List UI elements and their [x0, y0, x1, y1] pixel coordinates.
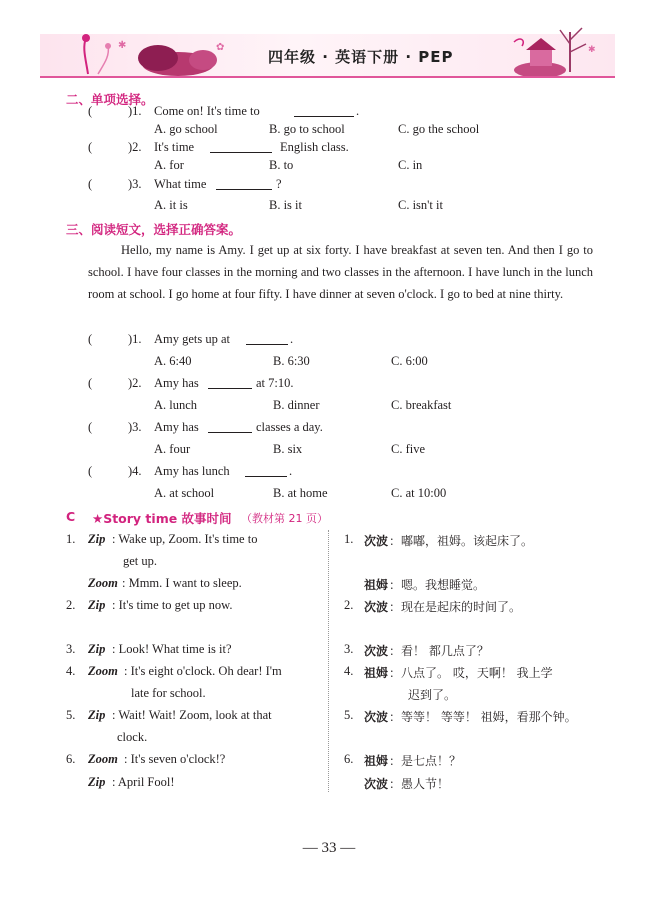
- option-b: B. 6:30: [273, 354, 310, 368]
- question-stem: What time: [154, 177, 207, 191]
- dialogue-line-cn: ：等等！ 等等！ 祖姆，看那个钟。: [389, 710, 577, 724]
- dialogue-line: : Mmm. I want to sleep.: [122, 576, 242, 590]
- option-b: B. six: [273, 442, 303, 456]
- dialogue-line-cn: ：现在是起床的时间了。: [389, 600, 522, 614]
- option-c: C. at 10:00: [391, 486, 447, 500]
- speaker-name-cn: 次波: [364, 644, 389, 658]
- dialogue-line: : April Fool!: [112, 775, 175, 789]
- option-b: B. is it: [269, 198, 302, 212]
- page-number: — 33 —: [302, 840, 356, 856]
- answer-bracket: (: [88, 464, 93, 478]
- answer-blank: [216, 177, 272, 190]
- question-stem: Amy gets up at: [154, 332, 231, 346]
- dialogue-line-cn: ：是七点！？: [389, 754, 462, 768]
- svg-text:✱: ✱: [588, 44, 596, 54]
- section-title-multiple-choice: 二、单项选择。: [66, 92, 154, 107]
- header-house-decoration: [500, 22, 610, 78]
- question-row: ( )2. Amy has: [88, 376, 199, 390]
- speaker-name-cn: 次波: [364, 777, 389, 791]
- option-a: A. lunch: [154, 398, 198, 412]
- answer-bracket: (: [88, 420, 93, 434]
- header-flowers-decoration: [58, 30, 228, 78]
- speaker-name: Zip: [88, 708, 106, 722]
- option-b: B. dinner: [273, 398, 320, 412]
- speaker-name-cn: 祖姆: [364, 666, 389, 680]
- question-row: ( )3. What time: [88, 177, 207, 191]
- question-row: ( )3. Amy has: [88, 420, 199, 434]
- question-row: ( )2. It's time: [88, 140, 195, 154]
- answer-blank: [294, 104, 354, 117]
- answer-blank: [208, 376, 252, 389]
- textbook-reference: （教材第 21 页）: [241, 512, 328, 525]
- speaker-name: Zip: [88, 532, 106, 546]
- dialogue-line: : Look! What time is it?: [112, 642, 232, 656]
- question-row: ( )4. Amy has lunch: [88, 464, 230, 478]
- option-b: B. to: [269, 158, 294, 172]
- dialogue-line: : It's eight o'clock. Oh dear! I'm: [124, 664, 282, 678]
- option-c: C. 6:00: [391, 354, 428, 368]
- answer-bracket: (: [88, 104, 93, 118]
- answer-bracket: (: [88, 140, 93, 154]
- dialogue-line: : It's time to get up now.: [112, 598, 233, 612]
- dialogue-line-cn: ：嘟嘟，祖姆。该起床了。: [389, 534, 534, 548]
- question-row: ( )1. Amy gets up at: [88, 332, 231, 346]
- speaker-name: Zoom: [88, 752, 118, 766]
- speaker-name: Zip: [88, 775, 106, 789]
- header-title: 四年级 · 英语下册 · PEP: [268, 48, 454, 66]
- option-a: A. go school: [154, 122, 218, 136]
- dialogue-line-cn: ：看！ 都几点了？: [389, 644, 489, 658]
- dialogue-line: : It's seven o'clock!?: [124, 752, 226, 766]
- answer-blank: [245, 464, 287, 477]
- option-a: A. four: [154, 442, 191, 456]
- option-c: C. isn't it: [398, 198, 443, 212]
- question-stem: Amy has lunch: [154, 464, 230, 478]
- speaker-name: Zip: [88, 642, 106, 656]
- story-section-letter: C: [66, 509, 76, 524]
- option-c: C. in: [398, 158, 423, 172]
- speaker-name: Zoom: [88, 664, 118, 678]
- answer-blank: [210, 140, 272, 153]
- option-b: B. at home: [273, 486, 328, 500]
- speaker-name-cn: 次波: [364, 534, 389, 548]
- option-a: A. 6:40: [154, 354, 192, 368]
- answer-blank: [208, 420, 252, 433]
- option-a: A. at school: [154, 486, 215, 500]
- speaker-name-cn: 次波: [364, 710, 389, 724]
- speaker-name-cn: 祖姆: [364, 754, 389, 768]
- answer-bracket: (: [88, 177, 93, 191]
- dialogue-line: : Wake up, Zoom. It's time to: [112, 532, 258, 546]
- dialogue-line-cn: ：愚人节！: [389, 777, 450, 791]
- header-rule: [40, 76, 615, 78]
- option-c: C. five: [391, 442, 426, 456]
- story-section-title: ★Story time 故事时间: [92, 511, 232, 526]
- question-stem: It's time: [154, 140, 195, 154]
- question-stem: Amy has: [154, 376, 199, 390]
- svg-text:✱: ✱: [118, 40, 127, 51]
- question-stem: Amy has: [154, 420, 199, 434]
- dialogue-line-cn: ：八点了。 哎，天啊！ 我上学: [389, 666, 553, 680]
- option-b: B. go to school: [269, 122, 345, 136]
- speaker-name: Zoom: [88, 576, 118, 590]
- column-divider: [328, 530, 329, 792]
- svg-text:✿: ✿: [216, 42, 225, 53]
- reading-passage: Hello, my name is Amy. I get up at six forty. I have breakfast at seven ten. And then I go to school. I have four classes in the morning and two classes in the afternoon. I have lunch in the lunch room at school. I go home at four fifty. I have dinner at seven o'clock. I go to bed at nine thirty.: [88, 243, 593, 302]
- speaker-name-cn: 祖姆: [364, 578, 389, 592]
- answer-blank: [246, 332, 288, 345]
- dialogue-line: : Wait! Wait! Zoom, look at that: [112, 708, 272, 722]
- option-a: A. for: [154, 158, 184, 172]
- question-row: ( )1. Come on! It's time to: [88, 104, 260, 118]
- answer-bracket: (: [88, 376, 93, 390]
- option-c: C. go the school: [398, 122, 480, 136]
- speaker-name: Zip: [88, 598, 106, 612]
- section-title-reading: 三、阅读短文，选择正确答案。: [66, 222, 242, 237]
- speaker-name-cn: 次波: [364, 600, 389, 614]
- answer-bracket: (: [88, 332, 93, 346]
- question-stem: Come on! It's time to: [154, 104, 260, 118]
- option-c: C. breakfast: [391, 398, 452, 412]
- option-a: A. it is: [154, 198, 188, 212]
- dialogue-line-cn: ：嗯。我想睡觉。: [389, 578, 486, 592]
